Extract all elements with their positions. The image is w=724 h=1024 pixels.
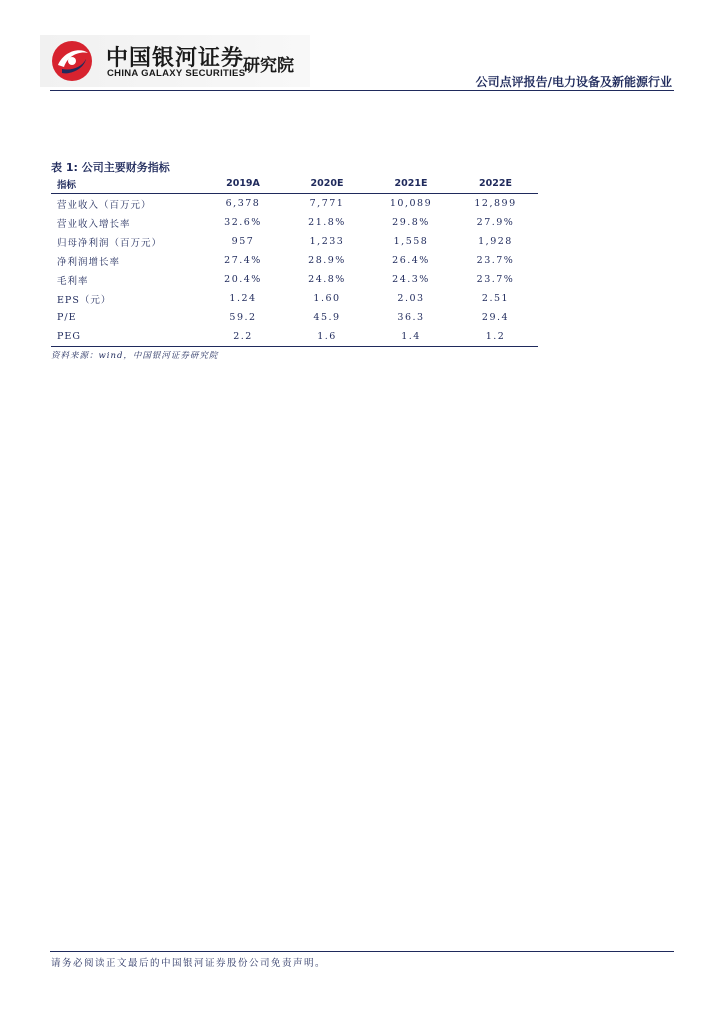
column-header: 2021E: [369, 174, 453, 194]
table-cell: 2.03: [397, 293, 425, 304]
table-row: [51, 213, 538, 232]
table-title: 表 1: 公司主要财务指标: [51, 161, 170, 174]
logo-english-name: CHINA GALAXY SECURITIES: [107, 68, 246, 79]
table-cell: 27.4%: [224, 255, 262, 266]
report-type: 公司点评报告/电力设备及新能源行业: [475, 75, 672, 89]
table-cell: 45.9: [313, 312, 341, 323]
galaxy-logo-icon: [50, 39, 94, 83]
table-cell: 2.2: [201, 327, 285, 347]
table-cell: 59.2: [229, 312, 257, 323]
table-cell: 36.3: [397, 312, 425, 323]
row-label: P/E: [57, 312, 77, 323]
column-header: 2020E: [285, 174, 369, 194]
table-cell: 7,771: [309, 198, 345, 209]
financial-indicators-table: [51, 174, 538, 347]
table-row: [51, 289, 538, 308]
footer-divider: [50, 951, 674, 952]
table-cell: 23.7%: [476, 274, 515, 285]
table-cell: 24.3%: [392, 274, 430, 285]
table-row: [51, 194, 538, 214]
table-cell: 21.8%: [308, 217, 346, 228]
table-row: [51, 327, 538, 347]
table-cell: 1,558: [393, 236, 429, 247]
table-cell: 24.8%: [308, 274, 346, 285]
table-cell: 23.7%: [476, 255, 515, 266]
table-row: [51, 308, 538, 327]
table-cell: 29.8%: [392, 217, 430, 228]
footer-disclaimer: 请务必阅读正文最后的中国银河证券股份公司免责声明。: [51, 958, 327, 969]
table-cell: 1.2: [453, 327, 538, 347]
table-cell: 29.4: [481, 312, 510, 323]
table-header-row: [51, 174, 538, 194]
table-cell: 2.51: [481, 293, 510, 304]
table-cell: 1,928: [478, 236, 513, 247]
row-label: PEG: [51, 327, 201, 347]
table-cell: 10,089: [389, 198, 433, 209]
row-label: EPS（元）: [57, 294, 112, 306]
table-cell: 1.24: [229, 293, 257, 304]
row-label: 净利润增长率: [57, 256, 121, 268]
header-divider: [50, 90, 674, 91]
company-logo: [40, 35, 310, 87]
table-cell: 1.60: [313, 293, 341, 304]
column-header: 2022E: [453, 174, 538, 194]
table-cell: 6,378: [225, 198, 261, 209]
table-cell: 12,899: [474, 198, 517, 209]
logo-chinese-name: 中国银河证券: [106, 46, 245, 71]
column-header: 2019A: [201, 174, 285, 194]
table-row: [51, 251, 538, 270]
row-label: 营业收入（百万元）: [57, 199, 152, 211]
table-cell: 957: [231, 236, 255, 247]
table-cell: 32.6%: [224, 217, 262, 228]
table-row: [51, 232, 538, 251]
row-label: 毛利率: [57, 275, 89, 287]
table-cell: 1.4: [369, 327, 453, 347]
table-cell: 28.9%: [308, 255, 346, 266]
page-header: [0, 0, 724, 95]
logo-institute: 研究院: [243, 56, 294, 76]
table-cell: 1,233: [309, 236, 345, 247]
table-cell: 20.4%: [224, 274, 262, 285]
table-cell: 27.9%: [476, 217, 515, 228]
table-row: [51, 270, 538, 289]
table-cell: 26.4%: [392, 255, 430, 266]
column-header: 指标: [51, 174, 201, 194]
table-source-note: 资料来源：wind，中国银河证券研究院: [51, 351, 219, 361]
row-label: 归母净利润（百万元）: [57, 237, 163, 249]
row-label: 营业收入增长率: [57, 218, 131, 230]
table-cell: 1.6: [285, 327, 369, 347]
